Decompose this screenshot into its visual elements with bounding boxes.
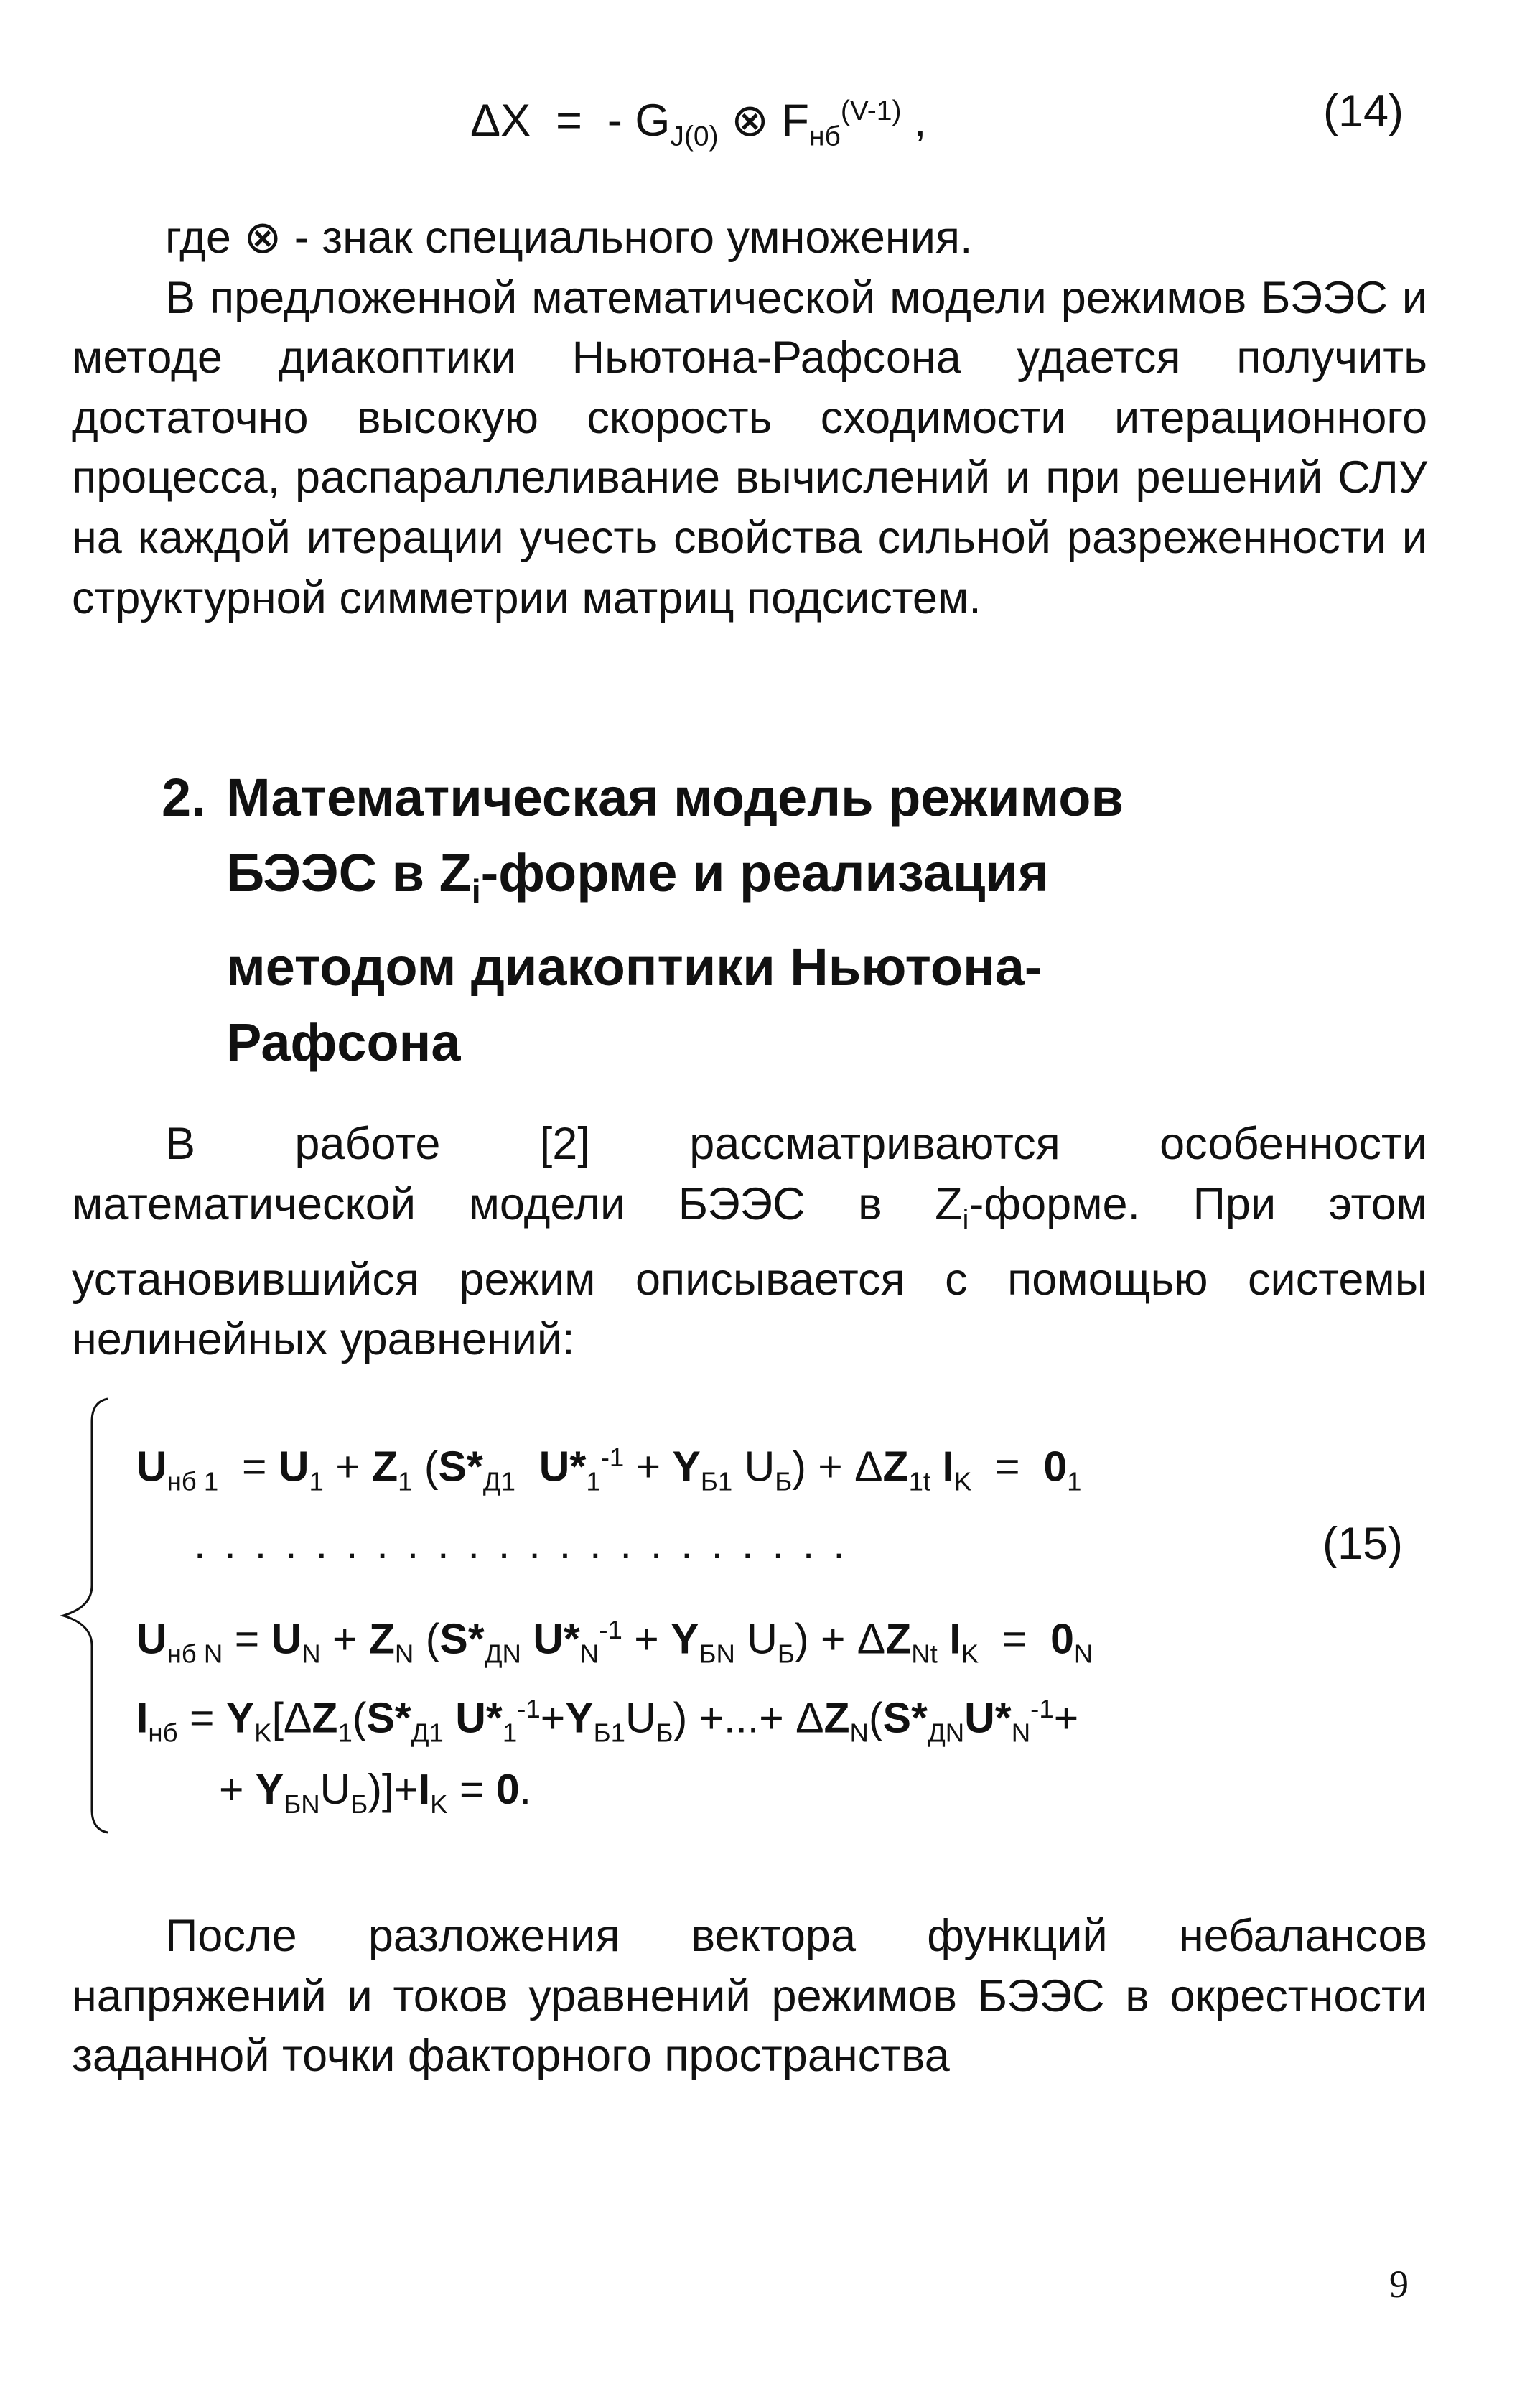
paragraph-3 — [72, 1906, 1427, 2087]
formula-14-number: (14) — [1323, 86, 1404, 136]
section-number: 2. — [162, 768, 206, 827]
section-title: Математическая модель режимов БЭЭС в $Z_i$-форме и реализация методом диакоптики Ньютона- Рафсона — [226, 768, 1124, 1072]
equation-system-15 — [57, 1393, 1422, 1881]
paragraph-2-text: В работе [2] рассматриваются особенности математической модели БЭЭС в $Z_i$-форме. При этом установившийся режим описывается с помощью системы нелинейных уравнений: — [72, 1119, 1427, 1365]
equation-n: $U_{нб N} = U_N + Z_N$ ($S*_{ДN}$ $U*_N^{-1} + Y_{БN}$ $U_Б) + \Delta Z_{Nt}$ $I_K = 0_N$ — [136, 1615, 1093, 1669]
formula-14-expression: ΔX = - $G_{J(0)}$ ⊗ $F_{нб}^{(V-1)}$ , — [470, 96, 927, 152]
formula-14 — [0, 75, 1540, 152]
equation-1: $U_{нб 1} = U_1 + Z_1$ ($S*_{Д1}$ $U*_1^{-1} + Y_{Б1}$ $U_Б) + \Delta Z_{1t}$ $I_K = 0_1$ — [136, 1443, 1082, 1496]
equation-current-balance: $I_{нб} = Y_K[\Delta Z_1(S*_{Д1}$ $U*_1^{-1}+Y_{Б1}U_Б$) +...+ $\Delta Z_N(S*_{ДN}U*_N^{-1}+$ — [136, 1694, 1079, 1748]
equation-ellipsis: ...................... — [194, 1520, 864, 1568]
formula-15-number: (15) — [1322, 1519, 1404, 1569]
paragraph-1-text: В предложенной математической модели режимов БЭЭС и методе диакоптики Ньютона-Рафсона удается получить достаточно высокую скорость сходимости итерационного процесса, распараллеливание вычислений и при решений СЛУ на каждой итерации учесть свойства сильной разреженности и структурной симметрии матриц подсистем. — [72, 272, 1427, 623]
equation-current-balance-continued: + $Y_{БN}U_Б)]+I_K = 0$. — [219, 1766, 532, 1819]
page-number: 9 — [1389, 2263, 1409, 2306]
paragraph-2 — [72, 1114, 1427, 1370]
paragraph-1-first-line: где ⊗ - знак специального умножения. — [165, 213, 973, 263]
paragraph-1 — [72, 208, 1427, 628]
left-brace-icon — [57, 1393, 144, 1838]
paragraph-3-text: После разложения вектора функций небалансов напряжений и токов уравнений режимов БЭЭС в окрестности заданной точки факторного пространства — [72, 1911, 1427, 2082]
